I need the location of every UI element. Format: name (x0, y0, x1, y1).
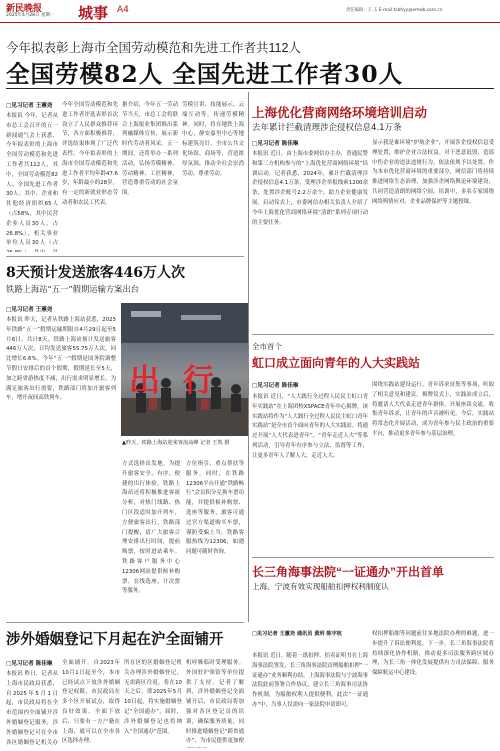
mid-left-column-1: 本报讯 昨天，记者从铁路上海站获悉，2025年铁路“五一”假期运输期限自4月29日起至5月6日，共计8天。铁路上海站预计发送旅客446万人次，日均发送旅客55.75万人次，同比增长6.6%。今年“五一”假期是国务院调整节假日安排后的首个假期，假期延长至5天，加之跨省游热度不减，出行需求明显增长。为满足旅客出行需要，铁路部门将加开旅客列车，增开夜间高铁列车。 (6, 317, 116, 402)
right-bottom-byline: □ 见习记者 王蕙尧 通讯员 黄玥 陈宇杭 (252, 630, 342, 637)
mid-left-byline: □ 见习记者 王蕙尧 (6, 305, 52, 313)
right-mid-headline: 虹口成立面向青年的人大实践站 (252, 356, 421, 370)
mid-left-divider (6, 256, 244, 257)
bottom-left-byline: □ 见习记者 陈佳琳 (6, 659, 52, 667)
right-mid-kicker: 全市首个 (252, 342, 282, 351)
right-top-divider (252, 334, 494, 335)
mid-left-headline: 8天预计发送旅客446万人次 (6, 265, 185, 281)
photo-caption: ▲昨天，铁路上海站迎来客流高峰 记者 王凯 摄 (122, 440, 230, 446)
lead-column-4: 劳模宣讲、技能展示、云端互动等。传递劳模精神。同时，将在地铁上海中心，静安嘉里中心等地标建筑亮灯，全市公共文化场馆、商场等，营造浓厚氛围，推动全社会崇尚劳动、尊重劳动。 (182, 102, 244, 177)
right-bottom-headline: 长三角海事法院“一证通办”开出首单 (252, 565, 445, 579)
bottom-left-column-4: 机呼吸临时受理服务。外国驻沪领馆等单位提供了支持。记者了解到，涉外婚姻登记全面铺开后，市民政局将加强对各区登记员的培训，确保服务质量，同时推进婚姻登记“跨省通办”，为市民提供更加便 (186, 660, 244, 745)
issue-date: 2025年4月28日 星期一 (6, 13, 55, 18)
right-mid-column-1: 本报讯 近日，“人大践行全过程人民民主虹口青年实践站”在上海团校XSPACE青年中心揭牌。该实践站将作为“人大践行全过程人民民主虹口青年实践站”是全市首个面向青年的人大实践站。将通过开展“人大代表进青年”、“青年走近人大”等系列活动，引导青年有序参与立法、监督等工作，让更多青年人了解人大，走近人大。 (252, 394, 368, 459)
bottom-left-column-1: 本报讯 昨日，记者从上海市民政局获悉，自2025年5月1日起，市民政局将在全市范围内全面铺开涉外婚姻登记服务，涉外婚姻登记可在全市各区婚姻登记机关办 (6, 671, 58, 746)
mid-left-column-3: 方位指引，重点帮扶等服务。同时，在铁路12306平台开通“铁路畅行”会员积分兑换车票功能，并提供候补购票、选座等服务，旅客可通过官方渠道购买车票，谨防受骗上当。铁路客服热线为12306，如遇问题可随时咨询。 (186, 461, 244, 556)
paper-name: 新民晚报 (6, 4, 43, 14)
right-top-column-1: 本报讯 近日，由上海市委网信办主办，普通民警和第三方机构参与的“上海优化营商网络环境”培训启动。记者获悉，2024年，累计拦截清理涉企侵权信息4.1万条，受理涉企举报线索1200余条，处置涉企账号2.2万余个，助力企业健康发展。启动仪式上，市委网信办相关负责人介绍了今年上海优化营商网络环境“清朗”系列专项行动的主要任务。 (252, 151, 368, 226)
mid-left-subhead: 铁路上海站“五一”假期运输方案出台 (6, 284, 140, 294)
bottom-left-column-2: 全面铺开。自2023年10月1日起至今，本市已经试点下放涉外婚姻登记权限，市民政局在多个区开展试点，取得良好效果。全面下放后，只要有一方户籍在上海，就可以在全市各区选择办理。 (62, 660, 120, 745)
lead-column-3: 据介绍，今年五一劳动节当天，市总工会将联合上海报业集团推出系列融媒体宣传，展示新时代劳动者风采。五一期间，还将举办一系列活动，弘扬劳模精神、劳动精神、工匠精神，营造尊重劳动的社会氛围。 (122, 102, 178, 197)
lead-kicker: 今年拟表彰上海市全国劳动模范和先进工作者共112人 (6, 41, 301, 55)
bottom-left-column-3: 所在区的区婚姻登记机关办理涉外婚姻登记，无需跨区往返。将在10天之后，即2025年5月10日起，将实施婚姻登记“全国通办”，届时，涉外婚姻登记也将纳入“全国通办”范围。 (124, 660, 182, 735)
lead-byline: □ 见习记者 王蕙尧 (6, 101, 52, 109)
section-name: 城事 (78, 4, 109, 22)
right-mid-divider (252, 557, 494, 558)
right-bottom-column-1: 本报讯 近日，随着一纸扣押、拍卖证明书在上海海事法院签发，长三角海事法院首例船舶扣押“一证通办”业务顺利办结。上海海事法院与宁波海事法院此前签署合作协议，建立长三角海事司法协作机制，为船舶权利人提供便利。此次“一证通办”中，当事人仅需向一家法院申请即可。 (252, 653, 368, 708)
lead-headline: 全国劳模82人 全国先进工作者30人 (6, 60, 404, 88)
right-top-subhead: 去年累计拦截清理涉企侵权信息4.1万条 (252, 123, 402, 133)
lead-column-2: 今年全国劳动模范和先进工作者评选表彰首次设立了人民群众推荐环节，各方面积极推荐，评选结果体现了广泛代表性。今年拟表彰的上海市全国劳动模范和先进工作者平均年龄47.6岁，年龄最小的28岁。有一定的新就业形态劳动者和农民工代表。 (62, 102, 118, 206)
page-code: A4 (117, 5, 129, 15)
right-top-headline: 上海优化营商网络环境培训启动 (252, 106, 428, 120)
lead-divider (6, 88, 494, 89)
mid-left-column-2: 方式选择出发地。为提升旅客安全、有序、便捷的出行体验，铁路上海站还将积极推进客流分析，对热门线路、热门区段适时加开列车，方便旅客出行。铁路部门提醒，请广大旅客合理安排出行时间，提前购票，按时进站乘车。铁路客户服务中心12306网站提供候补购票、在线选座、计次票等服务。 (122, 461, 180, 595)
column-divider (248, 92, 249, 622)
bottom-left-divider (6, 622, 244, 623)
right-bottom-column-2: 权扣押船舶等问题前往多地法院办理的难题，进一步提升了诉讼便利度。下一步，长三角海事法院将持续深化协作机制，推动更多司法服务跨区域办理，为长三角一体化发展提供有力司法保障，服务保障航运中心建设。 (372, 631, 494, 677)
right-mid-column-2: 围绕实践站建设运行、青年诉求征集等事项，听取了相关意见和建议。揭牌仪式上，实践站成立后，将邀请人大代表走进青年群体，开展座谈交流，收集青年诉求，让青年的声音被听见。今后，实践站将常态化开展活动，成为青年参与民主政治的重要平台，推动更多青年参与基层治理。 (372, 382, 494, 437)
right-top-column-2: 显示我是谁环境“护航企业”，开展涉企侵权信息受理处置，维护企业合法权益。对于恶意诋毁、造谣中伤企业的违法违规行为，依法依规予以处置。作为本市优化营商环境的重要部分，网信部门将持续推进网络生态治理，加强涉企网络舆论环境建设，共同营造清朗的网络空间。培训中，多名专家围绕网络舆情应对、企业品牌保护等主题授课。 (372, 140, 494, 205)
photo-caption-word: 出 行 (129, 363, 220, 399)
right-mid-byline: □ 见习记者 陈佳琳 (252, 381, 298, 389)
right-top-byline: □ 见习记者 陈佳琳 (252, 139, 298, 147)
bottom-left-headline: 涉外婚姻登记下月起在沪全面铺开 (6, 631, 224, 648)
lead-column-1: 本报讯 今年，记者从市总工会召开的五一新闻通气会上获悉，今年拟表彰的上海市全国劳动模范和先进工作者共112人，其中，全国劳动模范82人、全国先进工作者30人。其中，企业和其他经济组织65人（占58%，其中民营企业人员30人，占26.8%），机关事业单位人员30人（占 (6, 113, 58, 247)
right-bottom-subhead: 上海、宁波有效实现船舶扣押权利制度认 (252, 582, 389, 591)
editor-info: 责任编辑：王 玉 E-mail:tsbhyy@xmwb.com.cn (346, 8, 443, 13)
